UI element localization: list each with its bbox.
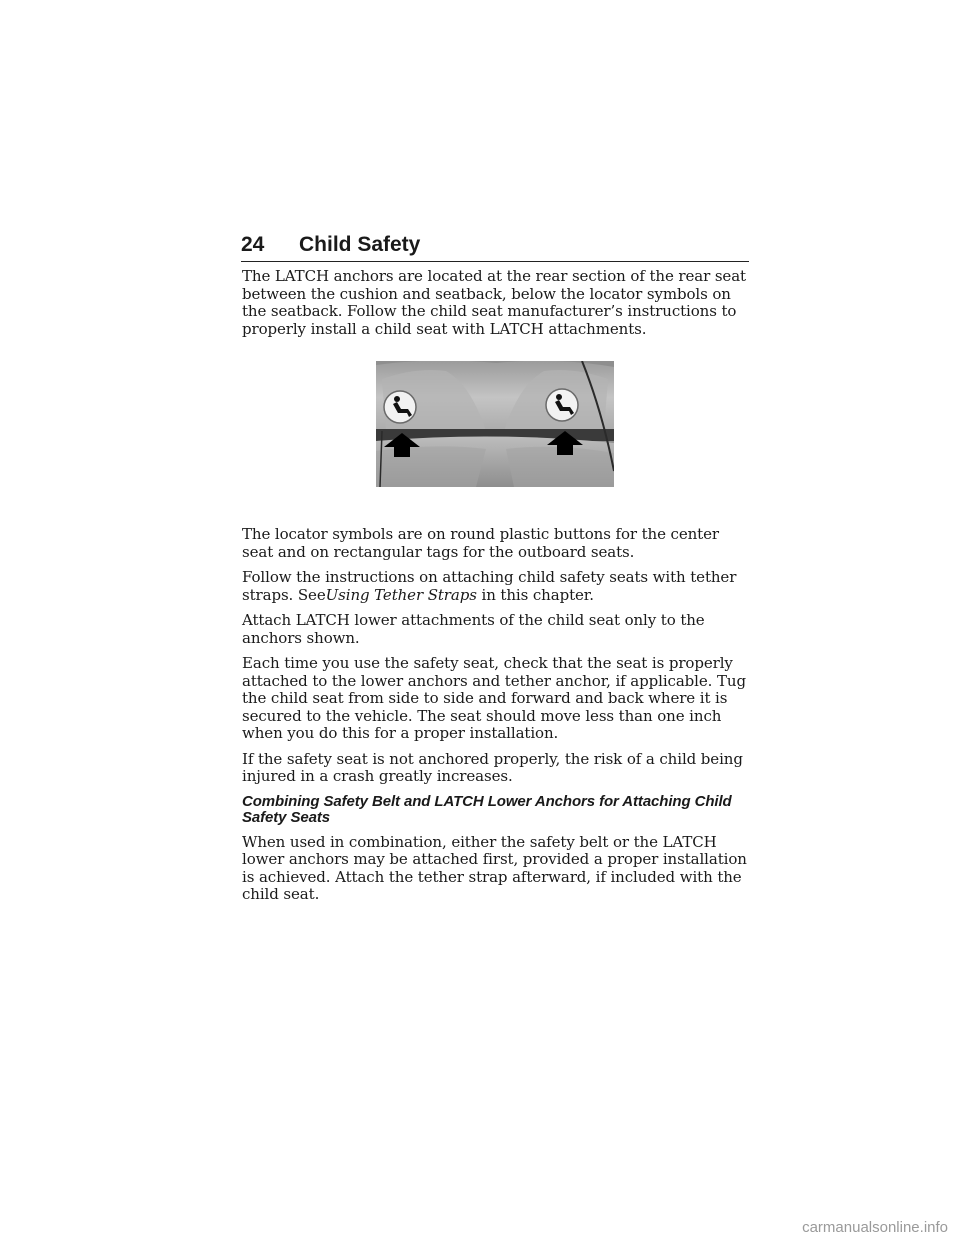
child-seat-locator-icon xyxy=(384,391,416,423)
attach-paragraph: Attach LATCH lower attachments of the child seat only to the anchors shown. xyxy=(242,611,705,647)
page-number: 24 xyxy=(241,233,265,256)
locator-paragraph: The locator symbols are on round plastic buttons for the center seat and on rectangular tags for the outboard seats. xyxy=(242,525,719,561)
cross-reference-link: Using Tether Straps xyxy=(325,585,477,604)
latch-anchor-illustration xyxy=(376,361,614,487)
risk-paragraph: If the safety seat is not anchored properly, the risk of a child being injured in a crash greatly increases. xyxy=(242,749,743,785)
combination-paragraph: When used in combination, either the safety belt or the LATCH lower anchors may be attached first, provided a proper installation is achieved. Attach the tether strap afterward, if included with the child seat. xyxy=(242,832,747,903)
intro-paragraph: The LATCH anchors are located at the rear section of the rear seat between the cushion and seatback, below the locator symbols on the seatback. Follow the child seat manufacturer’s instructions to properly install a child seat with LATCH attachments. xyxy=(242,267,746,338)
watermark-text: carmanualsonline.info xyxy=(802,1219,948,1236)
follow-instructions-paragraph xyxy=(242,569,750,604)
follow-instructions-text: Follow the instructions on attaching child safety seats with tether straps. See xyxy=(242,568,737,604)
follow-instructions-suffix: in this chapter. xyxy=(481,585,594,604)
child-seat-locator-icon xyxy=(546,389,578,421)
main-section xyxy=(242,526,750,912)
each-time-paragraph: Each time you use the safety seat, check that the seat is properly attached to the lower anchors and tether anchor, if applicable. Tug the child seat from side to side and forward and back where it is secured to the vehicle. The seat should move less than one inch when you do this for a proper installation. xyxy=(242,654,746,742)
section-subheading: Combining Safety Belt and LATCH Lower Anchors for Attaching Child Safety Seats xyxy=(242,792,732,826)
intro-section xyxy=(242,268,750,346)
header-rule xyxy=(241,261,749,262)
page-header xyxy=(241,232,749,260)
chapter-title: Child Safety xyxy=(299,233,421,256)
